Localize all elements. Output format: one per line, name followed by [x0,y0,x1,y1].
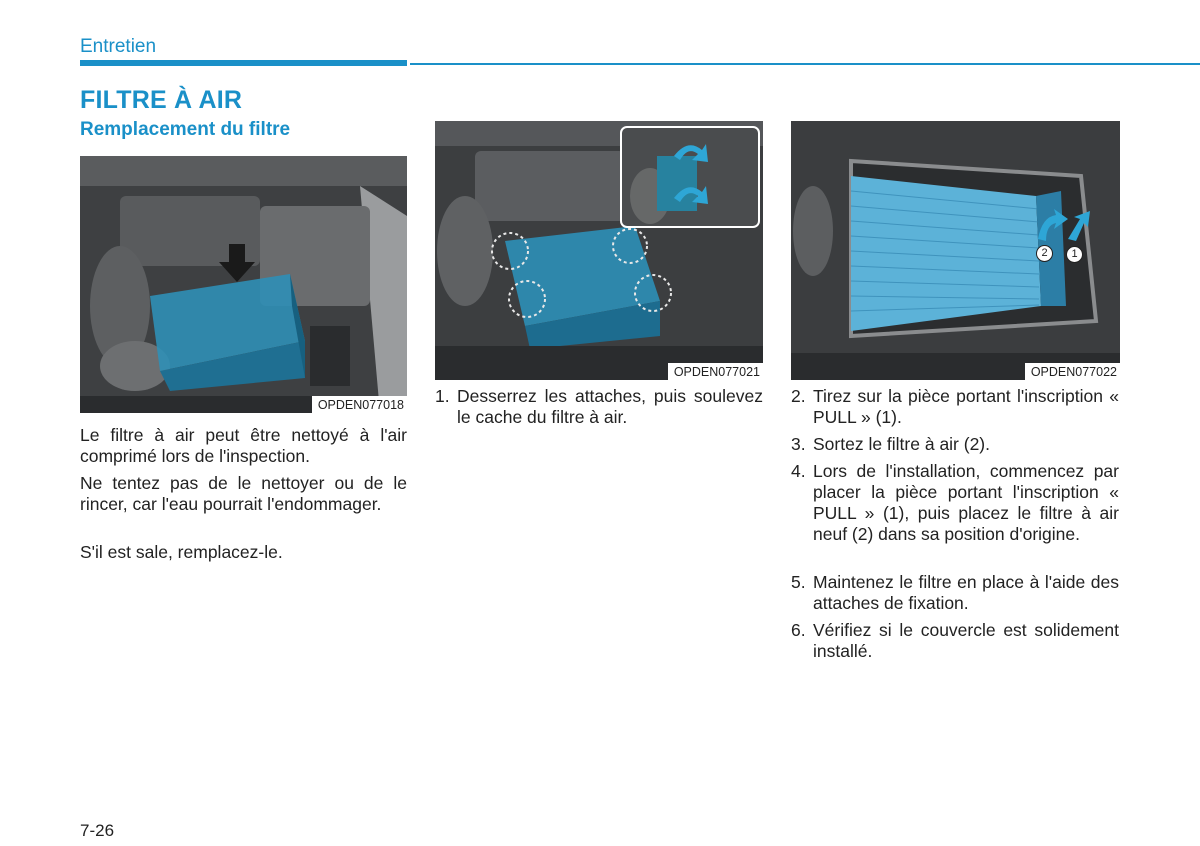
header-rule-thin [410,63,1200,65]
figure-code: OPDEN077021 [668,363,763,380]
step-text: Maintenez le filtre en place à l'aide des attaches de fixation. [813,572,1119,613]
engine-bay-illustration [80,156,407,413]
page-number: 7-26 [80,821,115,840]
marker-1: 1 [1066,246,1083,263]
step-number: 5. [791,572,806,592]
header-rule-thick [80,60,407,66]
figure-code: OPDEN077018 [312,396,407,413]
intro-paragraph: Ne tentez pas de le nettoyer ou de le rincer, car l'eau pourrait l'endommager. [80,473,407,514]
page-title: FILTRE À AIR [80,86,243,114]
step-text: Lors de l'installation, commencez par placer la pièce portant l'inscription « PULL » (1), puis placez le filtre à air neuf (2) dans sa position d'origine. [813,461,1119,544]
step-text: Tirez sur la pièce portant l'inscription « PULL » (1). [813,386,1119,427]
figure-remove-cover [80,156,407,413]
subtitle: Remplacement du filtre [80,119,291,140]
marker-2: 2 [1036,245,1053,262]
down-arrow-icon [217,244,257,284]
step-number: 3. [791,434,806,454]
release-clip-arrow-icon [670,136,710,216]
intro-paragraph: Le filtre à air peut être nettoyé à l'air comprimé lors de l'inspection. [80,425,407,466]
step-number: 2. [791,386,806,406]
pull-arrow-icon [1034,209,1094,249]
figure-pull-filter [791,121,1120,380]
engine-bay-clips-illustration [435,121,763,380]
section-label: Entretien [80,36,157,57]
step-number: 6. [791,620,806,640]
step-text: Desserrez les attaches, puis soulevez le cache du filtre à air. [457,386,763,427]
step-text: Vérifiez si le couvercle est solidement installé. [813,620,1119,661]
figure-release-clips [435,121,763,380]
step-text: Sortez le filtre à air (2). [813,434,990,454]
figure-code: OPDEN077022 [1025,363,1120,380]
intro-paragraph: S'il est sale, remplacez-le. [80,542,283,562]
step-number: 1. [435,386,450,406]
step-number: 4. [791,461,806,481]
